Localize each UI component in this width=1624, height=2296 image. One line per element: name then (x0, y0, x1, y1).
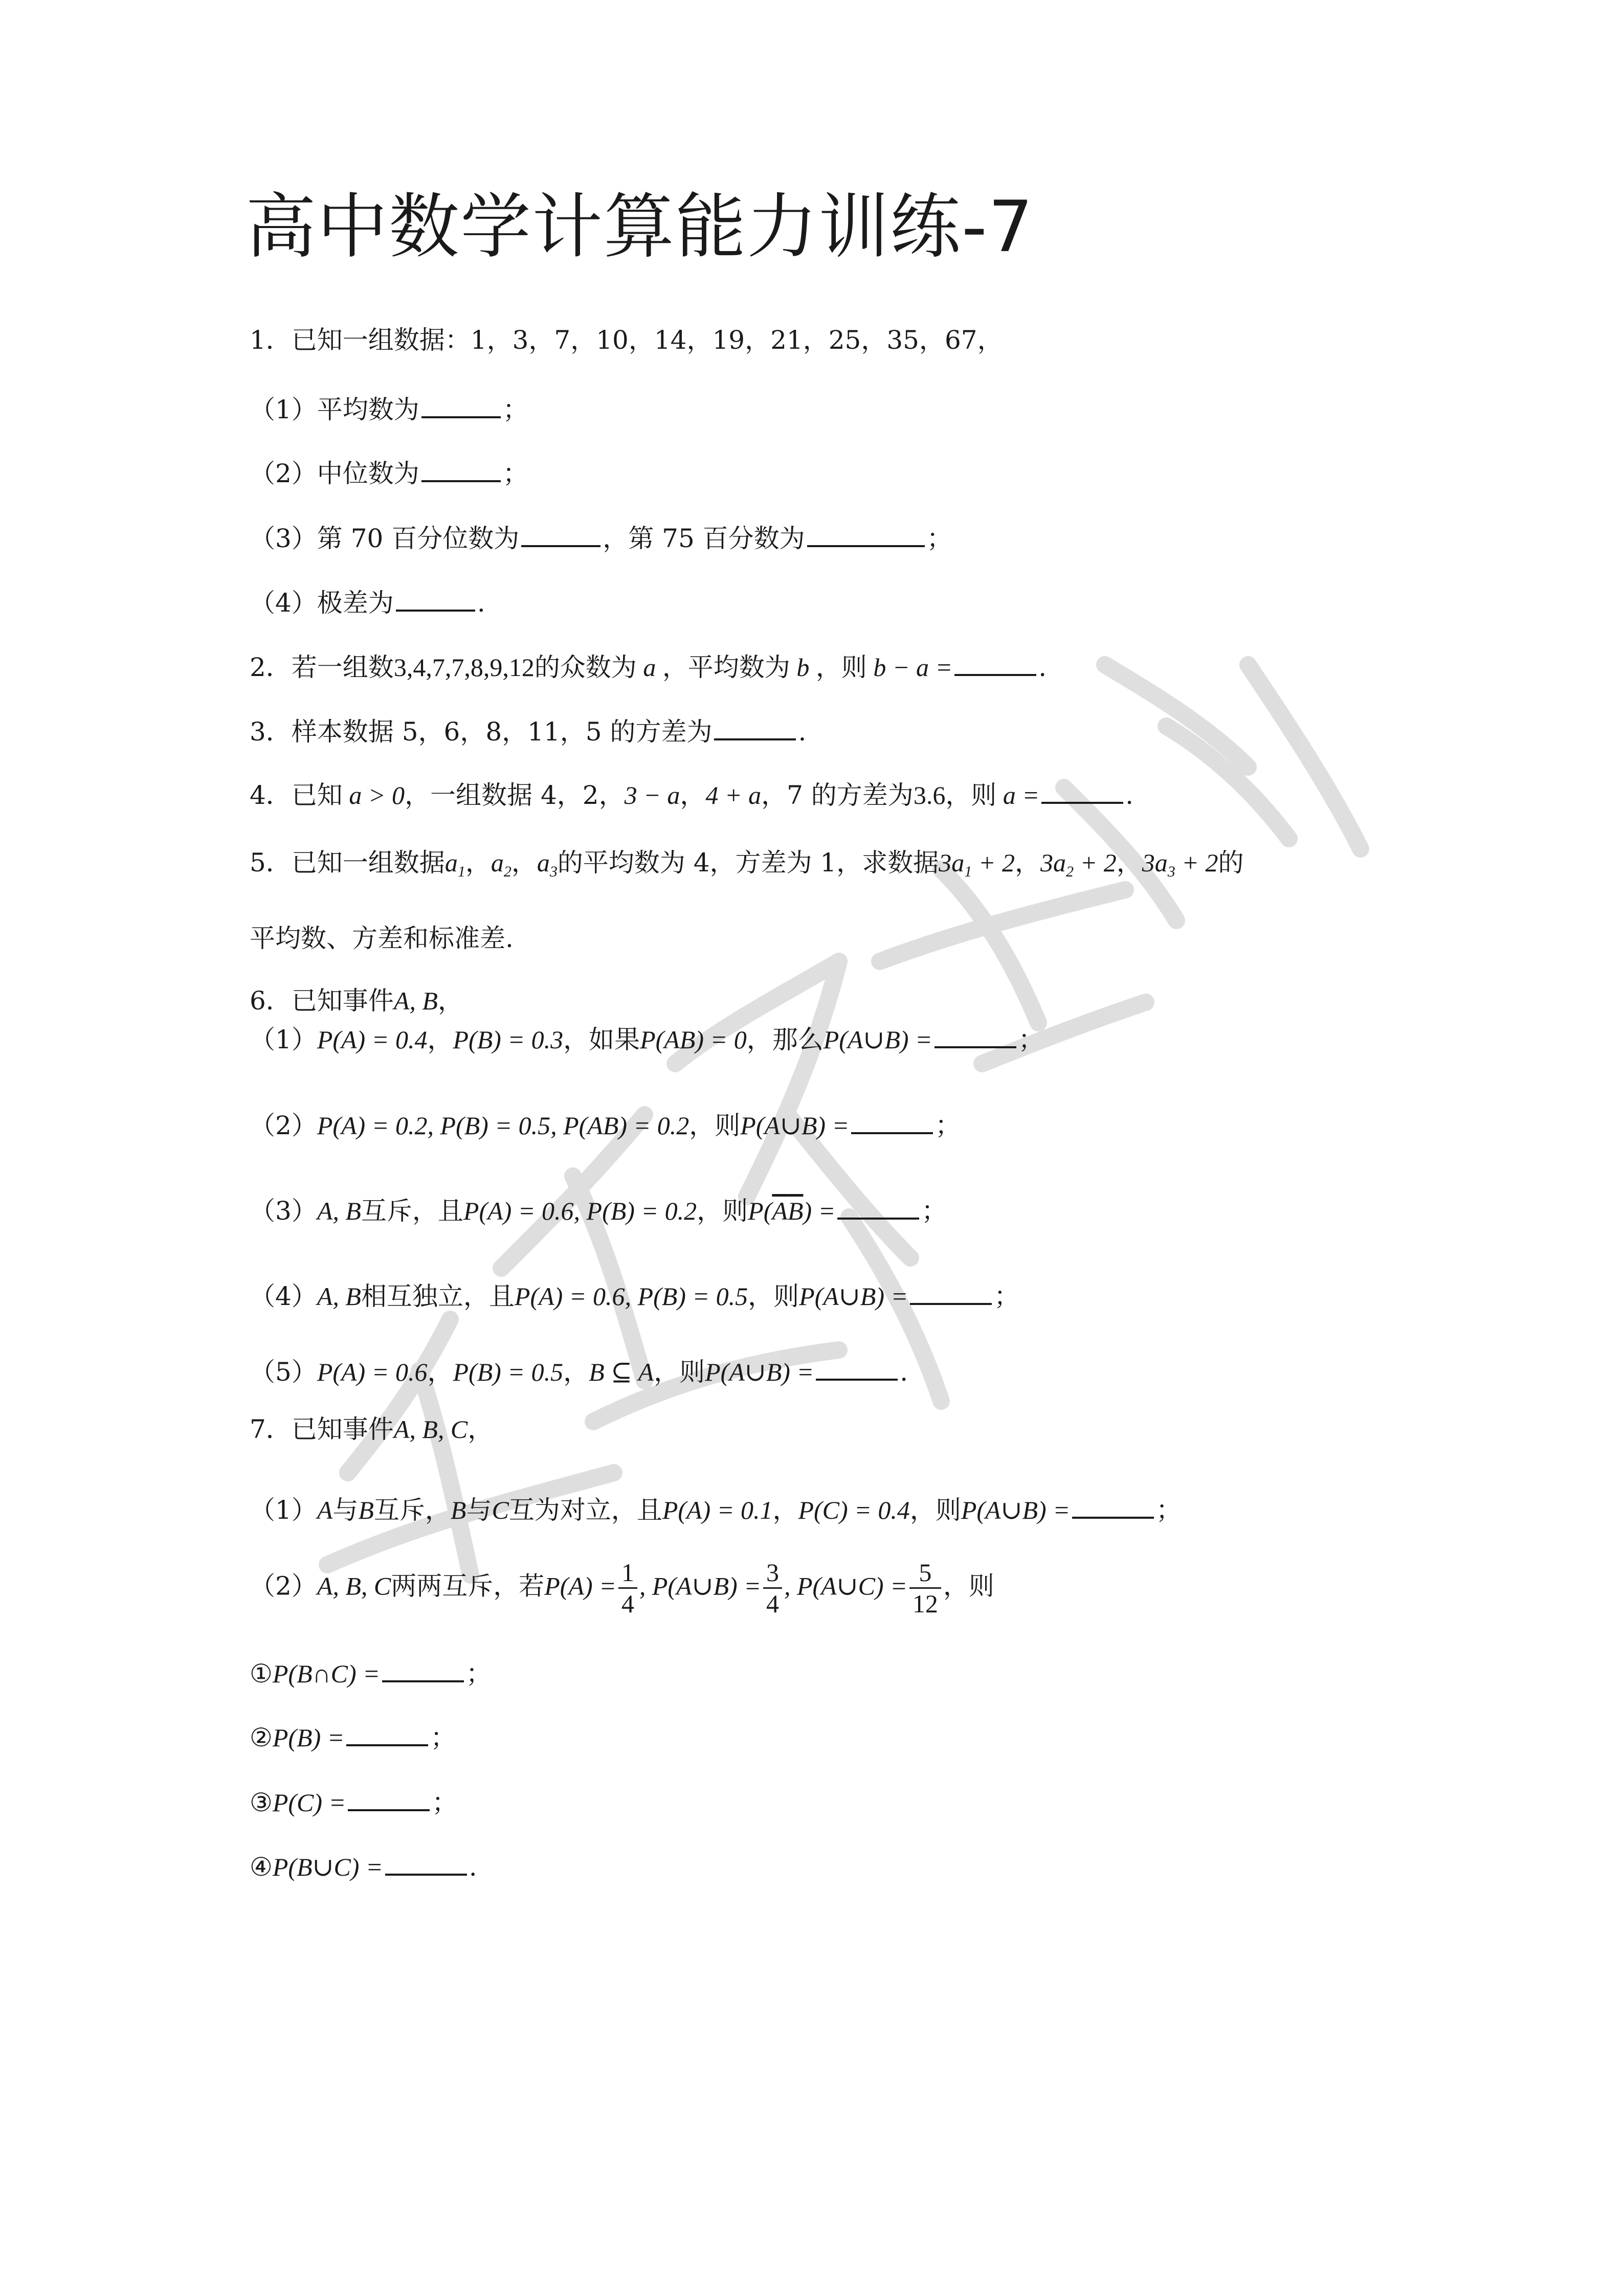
q7-sub2-blank[interactable] (346, 1721, 428, 1746)
circled-four: ④ (250, 1852, 273, 1882)
semicolon: ； (1155, 1495, 1182, 1525)
q7-p1-text-c: 互斥， (373, 1495, 451, 1525)
q2-text-d: ，则 (815, 652, 867, 682)
q4-text-e: ，则 (945, 780, 997, 810)
q6-part4-blank[interactable] (910, 1279, 992, 1305)
period: . (900, 1357, 908, 1387)
q4-text-c: ， (680, 780, 706, 810)
q1-part3-label-a: （3）第 70 百分位数为 (250, 524, 520, 553)
q6-part2: （2）P(A) = 0.2, P(B) = 0.5, P(AB) = 0.2，则P(A∪B) = ； (250, 1109, 961, 1138)
q1-part1-blank[interactable] (421, 393, 501, 418)
q1-part4-blank[interactable] (396, 586, 475, 612)
q4-text-a: 4．已知 (250, 780, 343, 810)
q6-p3-text-c: ，则 (697, 1196, 748, 1226)
circled-one: ① (250, 1659, 273, 1689)
q7-p2-text-c: ，则 (943, 1571, 994, 1601)
q3-line (250, 715, 806, 745)
q6-part4: （4）A, B相互独立，且P(A) = 0.6, P(B) = 0.5，则P(A∪B) = ； (250, 1279, 1019, 1309)
period: . (798, 717, 807, 747)
q7-p1-text-f: ，则 (909, 1495, 961, 1525)
circled-two: ② (250, 1723, 273, 1752)
q6-part3-blank[interactable] (837, 1194, 919, 1220)
q7-sub3-blank[interactable] (348, 1786, 430, 1811)
semicolon: ； (502, 459, 528, 488)
q1-part1 (250, 393, 528, 422)
q6-text: 6．已知事件 (250, 986, 394, 1016)
q2-blank[interactable] (954, 650, 1036, 676)
semicolon: ； (994, 1281, 1020, 1311)
q7-part1: （1）A与B互斥，B与C互为对立，且P(A) = 0.1，P(C) = 0.4，则P(A∪B) = ； (250, 1493, 1182, 1523)
q6-part3: （3）A, B互斥，且P(A) = 0.6, P(B) = 0.2，则$P(\overline{A}\overline{B})$ = ； (250, 1194, 947, 1224)
comma: ， (427, 1357, 453, 1387)
q7-p2-text-b: 两两互斥，若 (391, 1571, 545, 1601)
semicolon: ； (935, 1111, 961, 1140)
q3-blank[interactable] (714, 715, 796, 740)
semicolon: ； (921, 1196, 947, 1226)
semicolon: ； (432, 1788, 458, 1817)
q7-part2: （2）A, B, C两两互斥，若P(A) = $\frac{1}{4}$ , P(A∪B) = $\frac{3}{4}$ , P(A∪C) = $\frac{5}{12}$ ，则 (250, 1558, 994, 1618)
q5-text-a: 5．已知一组数据 (250, 848, 445, 877)
q7-sub2: ②P(B) = ； (250, 1721, 456, 1750)
q2-text-b: 的众数为 (534, 652, 637, 682)
period: . (1125, 780, 1133, 810)
q4-text-d: ，7 的方差为 (761, 780, 914, 810)
q7-p2-label: （2） (250, 1571, 317, 1601)
q7-part1-blank[interactable] (1072, 1493, 1154, 1519)
q7-text: 7．已知事件 (250, 1414, 394, 1444)
q6-p4-text-b: 相互独立，且 (361, 1281, 515, 1311)
q4-text-b: ，一组数据 4，2， (405, 780, 625, 810)
comma: ， (437, 986, 463, 1016)
q6-p2-label: （2） (250, 1111, 317, 1140)
q6-p5-text-b: ，则 (654, 1357, 705, 1387)
q6-p1-text-b: ，如果 (563, 1025, 640, 1054)
period: . (469, 1852, 477, 1882)
q1-part4-label: （4）极差为 (250, 588, 394, 618)
q6-p5-label: （5） (250, 1357, 317, 1387)
q7-stem: 7．已知事件A, B, C， (250, 1414, 494, 1444)
q5-text-b: 的平均数为 4，方差为 1，求数据 (557, 848, 939, 877)
q5-line1: 5．已知一组数据$a_1$，$a_2$，$a_3$的平均数为 4，方差为 1，求数据$3a_1 + 2$，$3a_2 + 2$，$3a_3 + 2$的 (250, 848, 1244, 880)
comma: ， (1014, 848, 1040, 877)
q2-text-c: ，平均数为 (662, 652, 790, 682)
q6-p1-label: （1） (250, 1025, 317, 1054)
semicolon: ； (502, 395, 528, 424)
q2-line: 2．若一组数3,4,7,7,8,9,12的众数为 a ，平均数为 b ，则 b − a = . (250, 650, 1047, 680)
q1-part3-blank-a[interactable] (521, 522, 600, 547)
q6-p4-text-c: ，则 (748, 1281, 799, 1311)
semicolon: ； (430, 1723, 456, 1752)
q1-part2-blank[interactable] (421, 457, 501, 482)
q6-p3-label: （3） (250, 1196, 317, 1226)
q7-p1-text-d: 与 (466, 1495, 492, 1525)
worksheet-title: 高中数学计算能力训练-7 (246, 186, 1034, 268)
q7-p1-text-e: 互为对立，且 (508, 1495, 662, 1525)
q6-p3-text-b: 互斥，且 (361, 1196, 463, 1226)
q6-part1-blank[interactable] (935, 1023, 1016, 1048)
q7-sub3: ③P(C) = ； (250, 1786, 457, 1815)
q2-text-a: 2．若一组数 (250, 652, 394, 682)
comma: ， (1116, 848, 1142, 877)
q6-stem: 6．已知事件A, B， (250, 986, 463, 1016)
q6-part5-blank[interactable] (816, 1355, 898, 1381)
q4-blank[interactable] (1041, 778, 1123, 804)
q7-p1-text-b: 与 (332, 1495, 359, 1525)
q5-text-c: 的 (1218, 848, 1244, 877)
q7-sub4-blank[interactable] (385, 1850, 467, 1876)
q7-p1-label: （1） (250, 1495, 317, 1525)
comma: ， (772, 1495, 798, 1525)
q1-part4 (250, 586, 485, 616)
q6-p1-text-c: ，那么 (746, 1025, 824, 1054)
semicolon: ； (1018, 1025, 1044, 1054)
comma: ， (468, 1414, 494, 1444)
circled-three: ③ (250, 1788, 273, 1817)
q6-part5: （5）P(A) = 0.6，P(B) = 0.5，B ⊆ A，则P(A∪B) = . (250, 1355, 908, 1385)
comma: ， (427, 1025, 453, 1054)
q7-sub4: ④P(B∪C) = . (250, 1850, 477, 1880)
q2-data: 3,4,7,7,8,9,12 (393, 653, 535, 682)
comma: ， (511, 848, 537, 877)
q7-sub1: ①P(B∩C) = ； (250, 1657, 492, 1686)
q1-stem: 1．已知一组数据：1，3，7，10，14，19，21，25，35，67， (250, 325, 1003, 355)
q6-p2-text-b: ，则 (689, 1111, 741, 1140)
semicolon: ； (465, 1659, 492, 1689)
q7-sub1-blank[interactable] (382, 1657, 464, 1682)
semicolon: ； (926, 524, 952, 553)
q1-part1-label: （1）平均数为 (250, 395, 419, 424)
q1-part2-label: （2）中位数为 (250, 459, 419, 488)
q6-part2-blank[interactable] (851, 1109, 933, 1134)
q1-part2 (250, 457, 528, 486)
q6-part1: （1）P(A) = 0.4，P(B) = 0.3，如果P(AB) = 0，那么P(A∪B) = ； (250, 1023, 1044, 1052)
q1-part3 (250, 522, 952, 551)
period: . (1038, 652, 1047, 682)
comma: ， (465, 848, 491, 877)
q5-line2: 平均数、方差和标准差. (250, 924, 514, 953)
q4-line: 4．已知 a > 0，一组数据 4，2，3 − a，4 + a，7 的方差为3.6，则 a = . (250, 778, 1133, 808)
q1-part3-label-b: ，第 75 百分数为 (603, 524, 805, 553)
period: . (477, 588, 485, 618)
comma: ， (563, 1357, 589, 1387)
q6-p4-label: （4） (250, 1281, 317, 1311)
q3-text: 3．样本数据 5，6，8，11，5 的方差为 (250, 717, 713, 747)
q1-part3-blank-b[interactable] (807, 522, 925, 547)
